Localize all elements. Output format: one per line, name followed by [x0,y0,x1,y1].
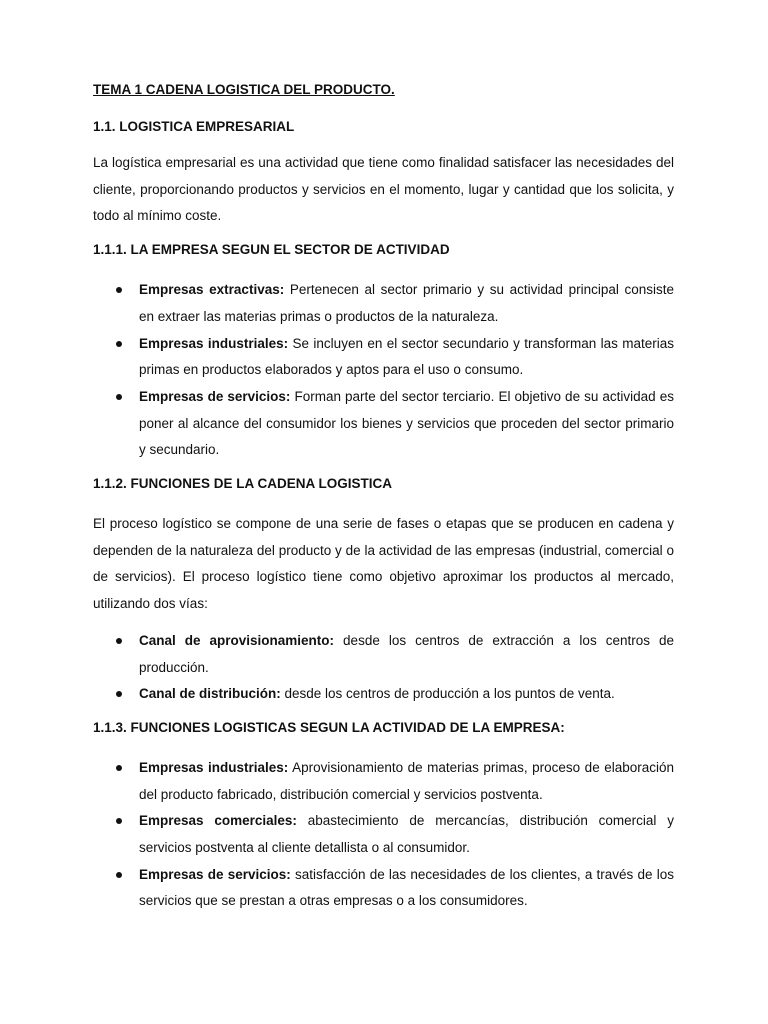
bullet-icon [116,394,122,400]
document-page [93,80,674,925]
section-heading-1-1-1: 1.1.1. LA EMPRESA SEGUN EL SECTOR DE ACTIVIDAD [93,242,450,258]
list-item-term: Empresas extractivas: [139,282,285,298]
bullet-list-1-1-1 [93,277,674,464]
bullet-icon [116,287,122,293]
list-item [93,277,674,330]
list-item-term: Canal de aprovisionamiento: [139,632,335,648]
bullet-icon [116,691,122,697]
list-item-text: Forman parte del sector terciario. El objetivo de su actividad es poner al alcance del consumidor los bienes y servicios que proceden del sector primario y secundario. [139,388,674,458]
document-title: TEMA 1 CADENA LOGISTICA DEL PRODUCTO. [93,82,395,97]
list-item-term: Empresas comerciales: [139,813,297,829]
list-item-text: Se incluyen en el sector secundario y transforman las materias primas en productos elaborados y aptos para el uso o consumo. [139,335,675,378]
list-item-term: Empresas industriales: [139,759,289,775]
list-item [93,384,674,464]
section-paragraph-1-1-2: El proceso logístico se compone de una serie de fases o etapas que se producen en cadena y dependen de la naturaleza del producto y de la actividad de las empresas (industrial, comercial o de servicios). El proceso logístico tiene como objetivo aproximar los productos al mercado, utilizando dos vías: [93,516,674,612]
section-heading-1-1: 1.1. LOGISTICA EMPRESARIAL [93,119,295,134]
list-item-term: Empresas industriales: [139,335,289,351]
list-item-text: Aprovisionamiento de materias primas, proceso de elaboración del producto fabricado, distribución comercial y servicios postventa. [139,759,675,802]
list-item-text: Pertenecen al sector primario y su actividad principal consiste en extraer las materias primas o productos de la naturaleza. [139,282,674,324]
list-item [93,755,674,808]
list-item-term: Canal de distribución: [139,686,281,702]
bullet-icon [116,818,122,824]
bullet-icon [116,341,122,347]
bullet-list-1-1-3 [93,755,674,915]
bullet-list-1-1-2 [93,628,674,708]
bullet-icon [116,638,122,644]
list-item-term: Empresas de servicios: [139,388,291,404]
list-item-text: desde los centros de producción a los puntos de venta. [280,686,615,702]
bullet-icon [116,765,122,771]
section-paragraph-1-1: La logística empresarial es una actividad que tiene como finalidad satisfacer las necesidades del cliente, proporcionando productos y servicios en el momento, lugar y cantidad que los solicita, y todo al mínimo coste. [93,155,674,224]
section-heading-1-1-3: 1.1.3. FUNCIONES LOGISTICAS SEGUN LA ACTIVIDAD DE LA EMPRESA: [93,719,565,735]
list-item [93,681,674,708]
list-item-text: desde los centros de extracción a los centros de producción. [139,632,674,675]
list-item [93,331,674,384]
bullet-icon [116,872,122,878]
list-item-term: Empresas de servicios: [139,866,291,882]
list-item-text: satisfacción de las necesidades de los clientes, a través de los servicios que se prestan a otras empresas o a los consumidores. [139,866,674,909]
list-item-text: abastecimiento de mercancías, distribución comercial y servicios postventa al cliente detallista o al consumidor. [139,813,674,856]
section-heading-1-1-2: 1.1.2. FUNCIONES DE LA CADENA LOGISTICA [93,476,393,492]
list-item [93,808,674,861]
list-item [93,862,674,915]
list-item [93,628,674,681]
